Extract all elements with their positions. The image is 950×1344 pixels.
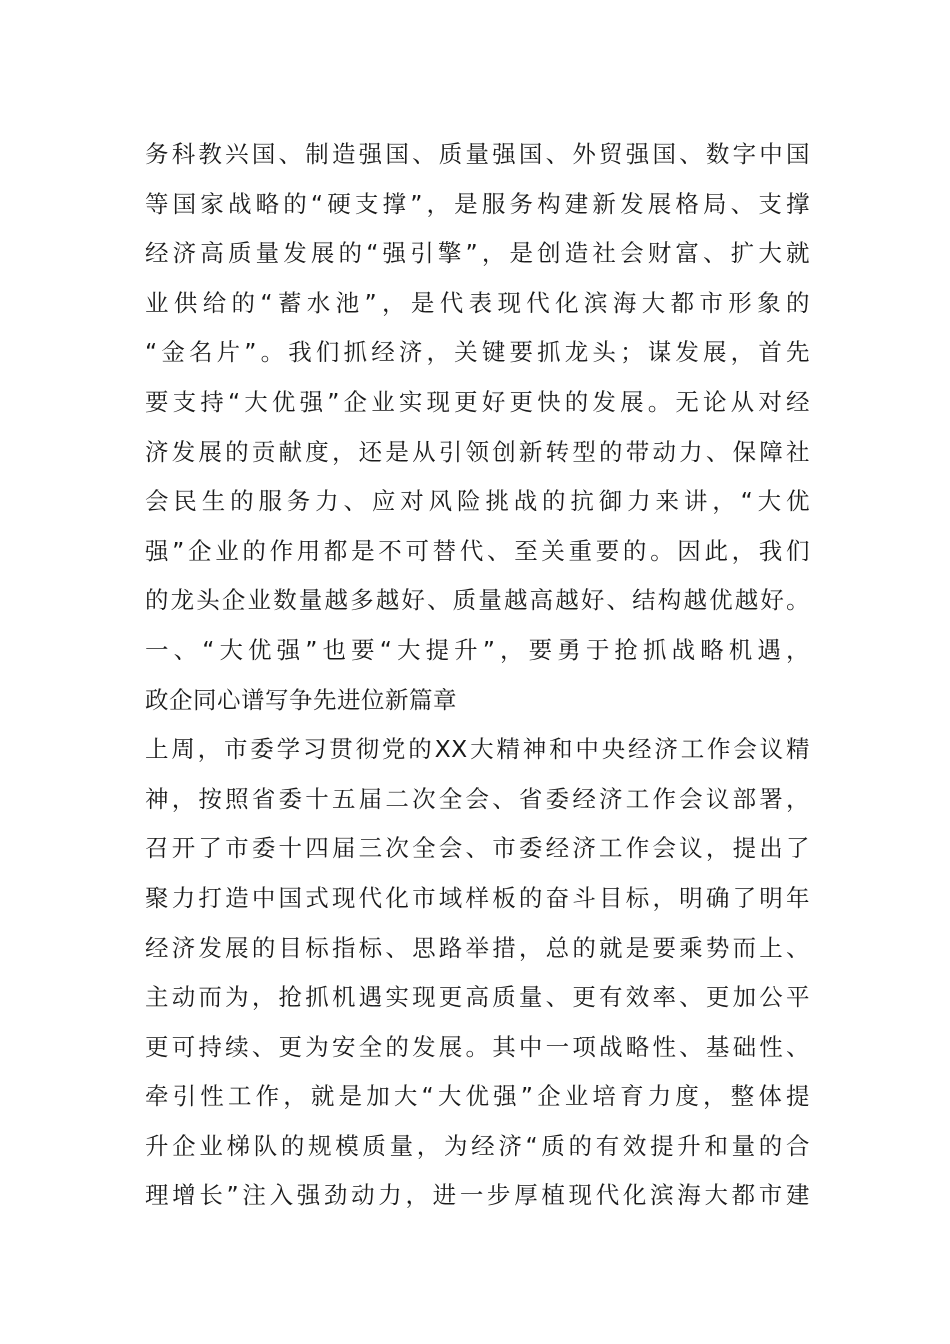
text-line: 的龙头企业数量越多越好、质量越高越好、结构越优越好。 [145, 586, 810, 615]
text-line: 上周，市委学习贯彻党的XX大精神和中央经济工作会议精 [145, 735, 810, 764]
text-line: 升企业梯队的规模质量，为经济“质的有效提升和量的合 [145, 1131, 810, 1160]
text-line: 等国家战略的“硬支撑”，是服务构建新发展格局、支撑 [145, 189, 810, 218]
text-line: “金名片”。我们抓经济，关键要抓龙头；谋发展，首先 [145, 338, 810, 367]
text-line: 召开了市委十四届三次全会、市委经济工作会议，提出了 [145, 834, 810, 863]
text-line: 经济发展的目标指标、思路举措，总的就是要乘势而上、 [145, 933, 810, 962]
body-text [145, 130, 810, 1221]
text-line: 经济高质量发展的“强引擎”，是创造社会财富、扩大就 [145, 239, 810, 268]
text-line: 业供给的“蓄水池”，是代表现代化滨海大都市形象的 [145, 288, 810, 317]
text-line: 主动而为，抢抓机遇实现更高质量、更有效率、更加公平 [145, 983, 810, 1012]
text-line: 神，按照省委十五届二次全会、省委经济工作会议部署， [145, 784, 810, 813]
section-heading-line: 一、“大优强”也要“大提升”，要勇于抢抓战略机遇， [145, 635, 810, 664]
text-line: 会民生的服务力、应对风险挑战的抗御力来讲，“大优 [145, 487, 810, 516]
text-line: 更可持续、更为安全的发展。其中一项战略性、基础性、 [145, 1032, 810, 1061]
text-line: 济发展的贡献度，还是从引领创新转型的带动力、保障社 [145, 437, 810, 466]
text-line: 要支持“大优强”企业实现更好更快的发展。无论从对经 [145, 387, 810, 416]
text-line: 聚力打造中国式现代化市域样板的奋斗目标，明确了明年 [145, 883, 810, 912]
text-line: 牵引性工作，就是加大“大优强”企业培育力度，整体提 [145, 1082, 810, 1111]
section-heading-line: 政企同心谱写争先进位新篇章 [145, 685, 457, 714]
text-line: 理增长”注入强劲动力，进一步厚植现代化滨海大都市建 [145, 1181, 810, 1210]
text-line: 强”企业的作用都是不可替代、至关重要的。因此，我们 [145, 536, 810, 565]
text-line: 务科教兴国、制造强国、质量强国、外贸强国、数字中国 [145, 140, 810, 168]
